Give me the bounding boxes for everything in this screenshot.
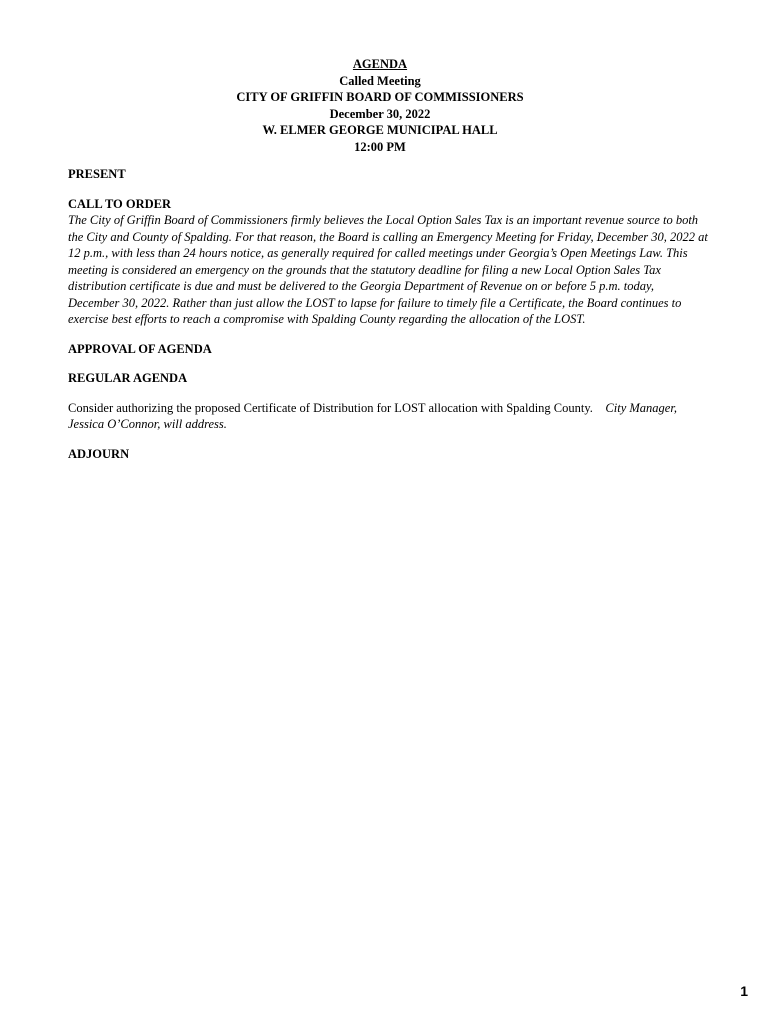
agenda-header bbox=[0, 56, 760, 155]
regular-agenda-item bbox=[68, 400, 708, 433]
meeting-date: December 30, 2022 bbox=[329, 106, 431, 121]
meeting-type: Called Meeting bbox=[339, 73, 421, 88]
meeting-location: W. ELMER GEORGE MUNICIPAL HALL bbox=[262, 123, 498, 137]
agenda-title: AGENDA bbox=[352, 57, 408, 71]
regular-item-presenter: City Manager, Jessica O’Connor, will address. bbox=[68, 400, 677, 431]
agenda-body bbox=[68, 166, 708, 462]
section-present: PRESENT bbox=[68, 167, 126, 181]
section-regular-agenda: REGULAR AGENDA bbox=[68, 371, 188, 385]
governing-body: CITY OF GRIFFIN BOARD OF COMMISSIONERS bbox=[236, 90, 524, 104]
call-to-order-text: The City of Griffin Board of Commissioners firmly believes the Local Option Sales Tax is an important revenue source to both the City and County of Spalding. For that reason, the Board is calling an Emergency Meeting for Friday, December 30, 2022 at 12 p.m., with less than 24 hours notice, as generally required for called meetings under Georgia’s Open Meetings Law. This meeting is considered an emergency on the grounds that the statutory deadline for filing a new Local Option Sales Tax distribution certificate is due and must be delivered to the Georgia Department of Revenue on or before 5 p.m. today, December 30, 2022. Rather than just allow the LOST to lapse for failure to timely file a Certificate, the Board continues to exercise best efforts to reach a compromise with Spalding County regarding the allocation of the LOST. bbox=[68, 213, 708, 326]
meeting-time: 12:00 PM bbox=[354, 139, 406, 154]
section-call-to-order: CALL TO ORDER bbox=[68, 196, 172, 211]
section-approval-of-agenda: APPROVAL OF AGENDA bbox=[68, 341, 212, 356]
regular-item-text: Consider authorizing the proposed Certificate of Distribution for LOST allocation with Spalding County. bbox=[68, 400, 593, 415]
page-number: 1 bbox=[740, 983, 748, 999]
section-adjourn: ADJOURN bbox=[68, 446, 130, 461]
